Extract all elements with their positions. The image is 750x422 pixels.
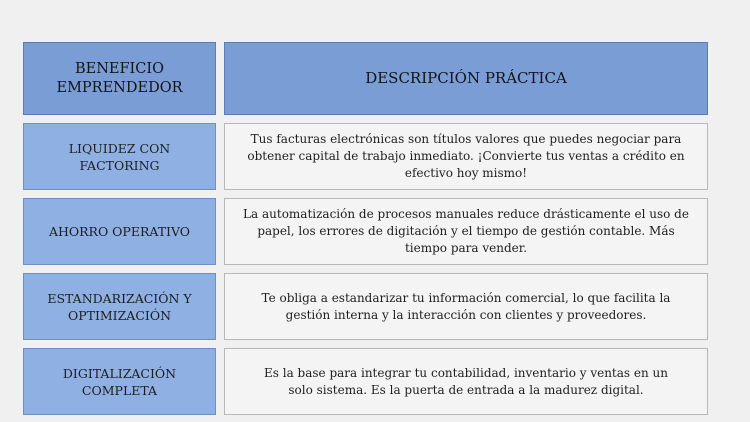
- description-text: La automatización de procesos manuales reduce drásticamente el uso de papel, los errores de digitación y el tiempo de gestión contable. Más tiempo para vender.: [243, 207, 689, 255]
- benefit-label: DIGITALIZACIÓN COMPLETA: [62, 365, 177, 398]
- header-benefit-label: BENEFICIO EMPRENDEDOR: [56, 60, 183, 96]
- description-cell: [224, 273, 708, 340]
- table-header-row: [23, 42, 708, 115]
- description-cell: [224, 348, 708, 415]
- benefit-label: ESTANDARIZACIÓN Y OPTIMIZACIÓN: [47, 290, 192, 323]
- table-row: [23, 123, 708, 190]
- benefit-cell: [23, 348, 216, 415]
- benefit-label: LIQUIDEZ CON FACTORING: [68, 140, 171, 173]
- header-description: [224, 42, 708, 115]
- description-text: Tus facturas electrónicas son títulos valores que puedes negociar para obtener capital de trabajo inmediato. ¡Convierte tus ventas a crédito en efectivo hoy mismo!: [247, 132, 685, 180]
- benefit-label: AHORRO OPERATIVO: [48, 224, 191, 239]
- header-description-label: DESCRIPCIÓN PRÁCTICA: [365, 69, 567, 87]
- description-cell: [224, 123, 708, 190]
- benefit-cell: [23, 123, 216, 190]
- benefit-cell: [23, 198, 216, 265]
- description-text: Es la base para integrar tu contabilidad, inventario y ventas en un solo sistema. Es la puerta de entrada a la madurez digital.: [264, 365, 668, 397]
- description-text: Te obliga a estandarizar tu información comercial, lo que facilita la gestión interna y la interacción con clientes y proveedores.: [261, 290, 671, 322]
- header-benefit: [23, 42, 216, 115]
- table-row: [23, 348, 708, 415]
- description-cell: [224, 198, 708, 265]
- benefit-cell: [23, 273, 216, 340]
- table-row: [23, 198, 708, 265]
- table-row: [23, 273, 708, 340]
